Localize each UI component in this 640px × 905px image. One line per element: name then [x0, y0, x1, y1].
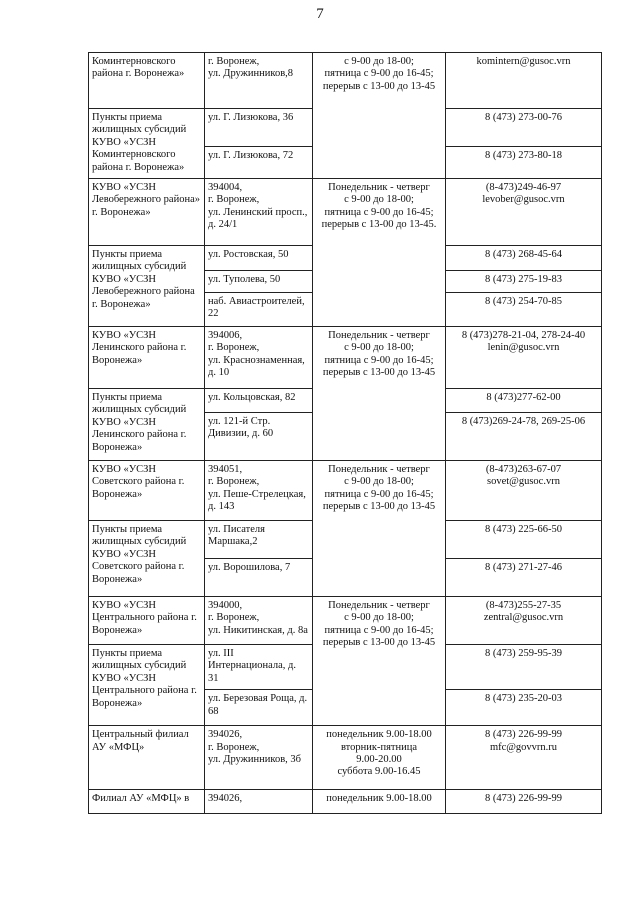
contact-cell: (8-473)255-27-35 zentral@gusoc.vrn — [446, 597, 602, 645]
contact-cell: 8 (473) 254-70-85 — [446, 293, 602, 327]
hours-cell: Понедельник - четверг с 9-00 до 18-00; пятница с 9-00 до 16-45; перерыв с 13-00 до 13-45 — [313, 597, 446, 726]
contact-cell: 8 (473)269-24-78, 269-25-06 — [446, 413, 602, 461]
table-row — [89, 327, 602, 389]
contact-cell: (8-473)249-46-97 levober@gusoc.vrn — [446, 179, 602, 246]
hours-cell: Понедельник - четверг с 9-00 до 18-00; пятница с 9-00 до 16-45; перерыв с 13-00 до 13-45. — [313, 179, 446, 327]
address-cell: ул. Г. Лизюкова, 36 — [205, 109, 313, 147]
address-cell: 394026, — [205, 790, 313, 814]
contact-cell: 8 (473) 235-20-03 — [446, 690, 602, 726]
org-cell: КУВО «УСЗН Левобережного района» г. Воронежа» — [89, 179, 205, 246]
address-cell: 394051, г. Воронеж, ул. Пеше-Стрелецкая, д. 143 — [205, 461, 313, 521]
hours-cell: Понедельник - четверг с 9-00 до 18-00; пятница с 9-00 до 16-45; перерыв с 13-00 до 13-45 — [313, 461, 446, 597]
table-row — [89, 53, 602, 109]
contact-cell: 8 (473) 275-19-83 — [446, 271, 602, 293]
address-cell: ул. Г. Лизюкова, 72 — [205, 146, 313, 178]
contact-cell: 8 (473) 226-99-99 mfc@govvrn.ru — [446, 726, 602, 790]
contact-cell: 8 (473) 225-66-50 — [446, 521, 602, 559]
contact-cell: 8 (473) 273-80-18 — [446, 146, 602, 178]
org-cell: Пункты приема жилищных субсидий КУВО «УСЗН Ленинского района г. Воронежа» — [89, 389, 205, 461]
address-cell: ул. III Интернационала, д. 31 — [205, 645, 313, 690]
contact-cell: (8-473)263-67-07 sovet@gusoc.vrn — [446, 461, 602, 521]
contact-cell: 8 (473) 268-45-64 — [446, 246, 602, 271]
org-cell: КУВО «УСЗН Советского района г. Воронежа» — [89, 461, 205, 521]
org-cell: Пункты приема жилищных субсидий КУВО «УСЗН Советского района г. Воронежа» — [89, 521, 205, 597]
address-cell: ул. Ростовская, 50 — [205, 246, 313, 271]
org-cell: Пункты приема жилищных субсидий КУВО «УСЗН Коминтерновского района г. Воронежа» — [89, 109, 205, 179]
address-cell: 394004, г. Воронеж, ул. Ленинский просп., д. 24/1 — [205, 179, 313, 246]
address-cell: г. Воронеж, ул. Дружинников,8 — [205, 53, 313, 109]
address-cell: 394026, г. Воронеж, ул. Дружинников, 3б — [205, 726, 313, 790]
contact-cell: 8 (473)277-62-00 — [446, 389, 602, 413]
org-cell: Филиал АУ «МФЦ» в — [89, 790, 205, 814]
table-row — [89, 461, 602, 521]
contact-cell: 8 (473) 259-95-39 — [446, 645, 602, 690]
address-cell: ул. Туполева, 50 — [205, 271, 313, 293]
org-cell: Пункты приема жилищных субсидий КУВО «УСЗН Центрального района г. Воронежа» — [89, 645, 205, 726]
hours-cell: Понедельник - четверг с 9-00 до 18-00; пятница с 9-00 до 16-45; перерыв с 13-00 до 13-45 — [313, 327, 446, 461]
address-cell: наб. Авиастроителей, 22 — [205, 293, 313, 327]
hours-cell: понедельник 9.00-18.00 вторник-пятница 9.00-20.00 суббота 9.00-16.45 — [313, 726, 446, 790]
org-cell: КУВО «УСЗН Ленинского района г. Воронежа» — [89, 327, 205, 389]
org-cell: Коминтерновского района г. Воронежа» — [89, 53, 205, 109]
address-cell: ул. Кольцовская, 82 — [205, 389, 313, 413]
page-number: 7 — [316, 6, 324, 22]
contact-cell: komintern@gusoc.vrn — [446, 53, 602, 109]
org-cell: Пункты приема жилищных субсидий КУВО «УСЗН Левобережного района г. Воронежа» — [89, 246, 205, 327]
org-cell: КУВО «УСЗН Центрального района г. Воронежа» — [89, 597, 205, 645]
table-row — [89, 179, 602, 246]
address-cell: 394000, г. Воронеж, ул. Никитинская, д. 8а — [205, 597, 313, 645]
table-row — [89, 790, 602, 814]
table-row — [89, 726, 602, 790]
hours-cell: понедельник 9.00-18.00 — [313, 790, 446, 814]
address-cell: ул. 121-й Стр. Дивизии, д. 60 — [205, 413, 313, 461]
contact-cell: 8 (473)278-21-04, 278-24-40 lenin@gusoc.vrn — [446, 327, 602, 389]
offices-table — [88, 52, 602, 814]
org-cell: Центральный филиал АУ «МФЦ» — [89, 726, 205, 790]
contact-cell: 8 (473) 271-27-46 — [446, 559, 602, 597]
address-cell: ул. Ворошилова, 7 — [205, 559, 313, 597]
contact-cell: 8 (473) 273-00-76 — [446, 109, 602, 147]
address-cell: ул. Писателя Маршака,2 — [205, 521, 313, 559]
address-cell: ул. Березовая Роща, д. 68 — [205, 690, 313, 726]
table-row — [89, 597, 602, 645]
contact-cell: 8 (473) 226-99-99 — [446, 790, 602, 814]
address-cell: 394006, г. Воронеж, ул. Краснознаменная, д. 10 — [205, 327, 313, 389]
hours-cell: с 9-00 до 18-00; пятница с 9-00 до 16-45; перерыв с 13-00 до 13-45 — [313, 53, 446, 179]
